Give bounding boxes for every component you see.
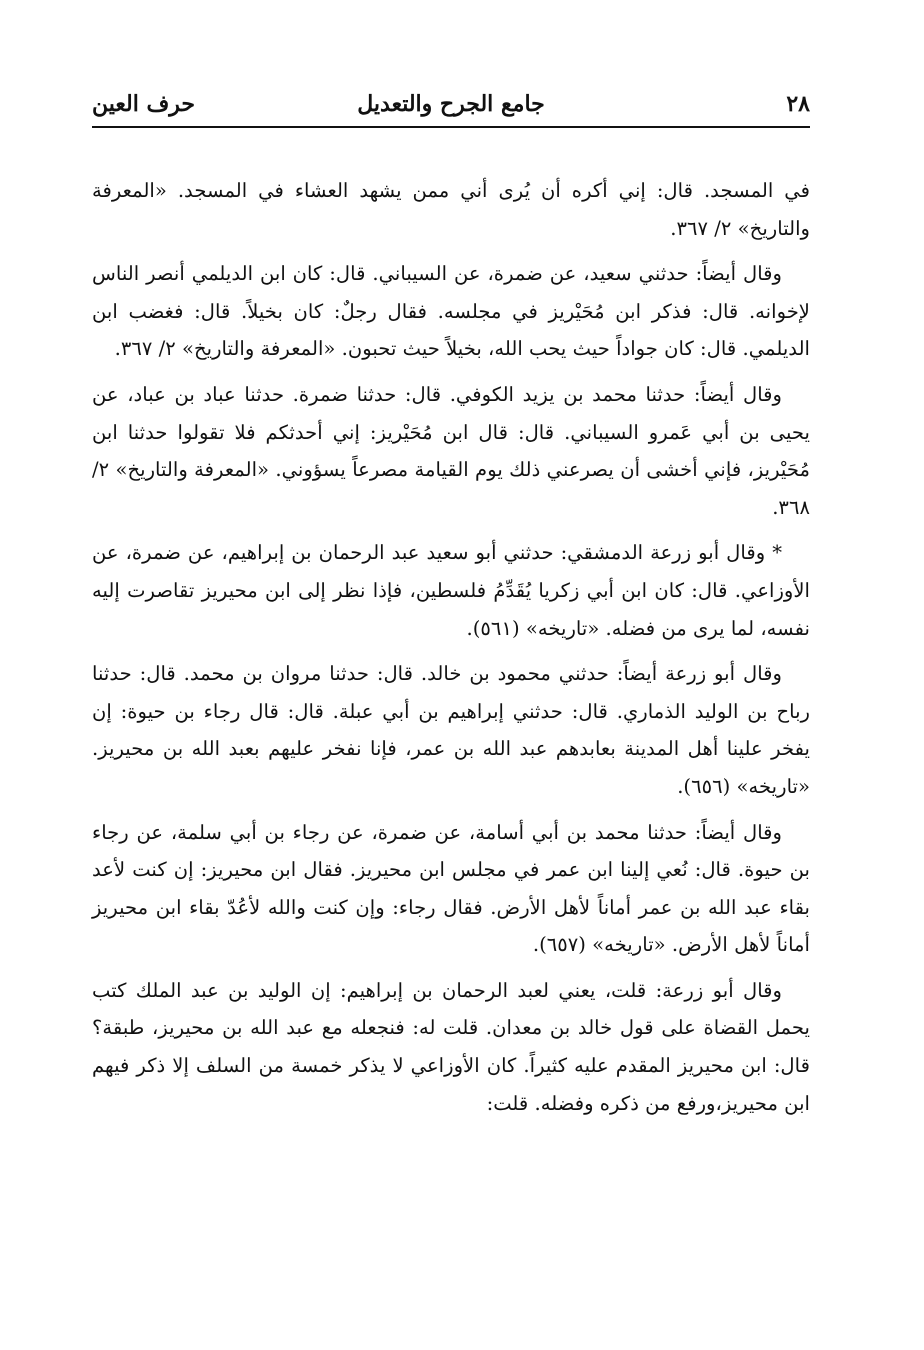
- book-title: جامع الجرح والتعديل: [357, 91, 545, 117]
- chapter-title: حرف العين: [92, 91, 196, 117]
- paragraph: وقال أيضاً: حدثني سعيد، عن ضمرة، عن السيباني. قال: كان ابن الديلمي أنصر الناس لإخوانه. قال: فذكر ابن مُحَيْريز في مجلسه. فقال رجلٌ: كان بخيلاً. قال: فغضب ابن الديلمي. قال: كان جواداً حيث يحب الله، بخيلاً حيث تحبون. «المعرفة والتاريخ» ٢/ ٣٦٧.: [92, 262, 810, 361]
- page-number: ٢٨: [786, 91, 810, 117]
- paragraph: * وقال أبو زرعة الدمشقي: حدثني أبو سعيد عبد الرحمان بن إبراهيم، عن ضمرة، عن الأوزاعي. قال: كان ابن أبي زكريا يُقَدِّمُ فلسطين، فإذا نظر إلى ابن محيريز تقاصرت إليه نفسه، لما يرى من فضله. «تاريخه» (٥٦١).: [92, 541, 810, 640]
- paragraph: في المسجد. قال: إني أكره أن يُرى أني ممن يشهد العشاء في المسجد. «المعرفة والتاريخ» ٢/ ٣٦٧.: [92, 179, 810, 240]
- paragraph: وقال أبو زرعة أيضاً: حدثني محمود بن خالد. قال: حدثنا مروان بن محمد. قال: حدثنا رباح بن الوليد الذماري. قال: حدثني إبراهيم بن أبي عبلة. قال: قال رجاء بن حيوة: إن يفخر علينا أهل المدينة بعابدهم عبد الله بن عمر، فإنا نفخر عليهم بعبد الله بن محيريز. «تاريخه» (٦٥٦).: [92, 662, 810, 798]
- header-rule: [92, 126, 810, 128]
- paragraph: وقال أيضاً: حدثنا محمد بن أبي أسامة، عن ضمرة، عن رجاء بن أبي سلمة، عن رجاء بن حيوة. قال: نُعي إلينا ابن عمر في مجلس ابن محيريز. فقال ابن محيريز: إن كنت لأعد بقاء عبد الله بن عمر أماناً لأهل الأرض. فقال رجاء: وإن كنت والله لأعُدّ بقاء ابن محيريز أماناً لأهل الأرض. «تاريخه» (٦٥٧).: [92, 820, 810, 957]
- paragraph: وقال أبو زرعة: قلت، يعني لعبد الرحمان بن إبراهيم: إن الوليد بن عبد الملك كتب يحمل القضاة على قول خالد بن معدان. قلت له: فنجعله مع عبد الله بن محيريز، طبقة؟ قال: ابن محيريز المقدم عليه كثيراً. كان الأوزاعي لا يذكر خمسة من السلف إلا ذكر فيهم ابن محيريز،ورفع من ذكره وفضله. قلت:: [92, 978, 810, 1115]
- paragraph: وقال أيضاً: حدثنا محمد بن يزيد الكوفي. قال: حدثنا ضمرة. حدثنا عباد بن عباد، عن يحيى بن أبي عَمرو السيباني. قال: قال ابن مُحَيْريز: إني أحدثكم فلا تقولوا حدثنا ابن مُحَيْريز، فإني أخشى أن يصرعني ذلك يوم القيامة مصرعاً يسؤوني. «المعرفة والتاريخ» ٢/ ٣٦٨.: [92, 382, 810, 519]
- page-body: [92, 172, 810, 1130]
- page-header: [92, 84, 810, 124]
